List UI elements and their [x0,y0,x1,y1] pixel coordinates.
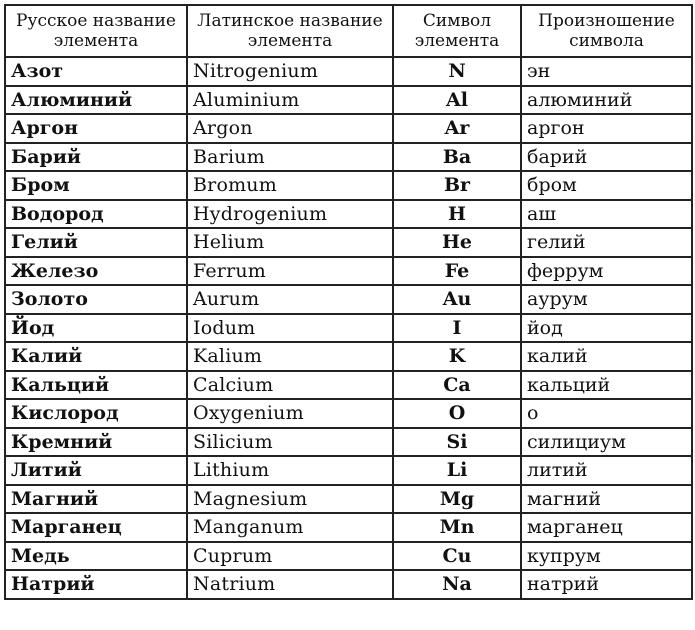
elements-table [4,4,693,600]
header-line: элемента [414,31,500,51]
latin-name-cell: Nitrogenium [187,57,393,86]
table-row [5,456,692,485]
russian-name-cell: Алюминий [5,86,187,115]
russian-name-cell: Бром [5,171,187,200]
table-row [5,314,692,343]
russian-name-cell: Азот [5,57,187,86]
table-row [5,257,692,286]
latin-name-cell: Ferrum [187,257,393,286]
latin-name-cell: Argon [187,114,393,143]
table-row [5,371,692,400]
symbol-cell: Mn [393,513,521,542]
russian-name-cell: Аргон [5,114,187,143]
table-header [5,5,692,57]
header-line: символа [569,31,644,51]
symbol-cell: K [393,342,521,371]
pronunciation-cell: аш [521,200,692,229]
symbol-cell: Au [393,285,521,314]
symbol-cell: Li [393,456,521,485]
russian-name-cell: Литий [5,456,187,485]
table-body [5,57,692,599]
pronunciation-cell: литий [521,456,692,485]
symbol-cell: Cu [393,542,521,571]
pronunciation-cell: бром [521,171,692,200]
header-line: Произношение [538,11,675,31]
russian-name-cell: Золото [5,285,187,314]
table-row [5,399,692,428]
russian-name-cell: Кальций [5,371,187,400]
header-latin-name [187,5,393,57]
pronunciation-cell: магний [521,485,692,514]
pronunciation-cell: натрий [521,570,692,599]
table-row [5,171,692,200]
pronunciation-cell: гелий [521,228,692,257]
russian-name-cell: Калий [5,342,187,371]
table-row [5,285,692,314]
latin-name-cell: Bromum [187,171,393,200]
russian-name-cell: Йод [5,314,187,343]
symbol-cell: Ba [393,143,521,172]
symbol-cell: Na [393,570,521,599]
russian-name-cell: Медь [5,542,187,571]
symbol-cell: Al [393,86,521,115]
symbol-cell: I [393,314,521,343]
russian-name-cell: Натрий [5,570,187,599]
symbol-cell: N [393,57,521,86]
latin-name-cell: Aurum [187,285,393,314]
russian-name-cell: Магний [5,485,187,514]
table-row [5,570,692,599]
russian-name-cell: Кремний [5,428,187,457]
table-row [5,57,692,86]
latin-name-cell: Silicium [187,428,393,457]
latin-name-cell: Natrium [187,570,393,599]
latin-name-cell: Helium [187,228,393,257]
table-row [5,114,692,143]
symbol-cell: Ca [393,371,521,400]
pronunciation-cell: феррум [521,257,692,286]
russian-name-cell: Кислород [5,399,187,428]
table-row [5,228,692,257]
table-row [5,513,692,542]
table-row [5,200,692,229]
symbol-cell: Mg [393,485,521,514]
pronunciation-cell: силициум [521,428,692,457]
latin-name-cell: Cuprum [187,542,393,571]
pronunciation-cell: аргон [521,114,692,143]
russian-name-cell: Барий [5,143,187,172]
latin-name-cell: Aluminium [187,86,393,115]
latin-name-cell: Magnesium [187,485,393,514]
pronunciation-cell: алюминий [521,86,692,115]
pronunciation-cell: барий [521,143,692,172]
pronunciation-cell: марганец [521,513,692,542]
latin-name-cell: Kalium [187,342,393,371]
header-pronunciation [521,5,692,57]
symbol-cell: Si [393,428,521,457]
symbol-cell: Fe [393,257,521,286]
latin-name-cell: Calcium [187,371,393,400]
pronunciation-cell: кальций [521,371,692,400]
header-line: элемента [53,31,139,51]
pronunciation-cell: аурум [521,285,692,314]
pronunciation-cell: купрум [521,542,692,571]
header-russian-name [5,5,187,57]
elements-table-container [4,4,691,600]
latin-name-cell: Barium [187,143,393,172]
latin-name-cell: Hydrogenium [187,200,393,229]
latin-name-cell: Manganum [187,513,393,542]
header-line: Символ [422,11,492,31]
header-line: Латинское название [197,11,383,31]
table-row [5,143,692,172]
symbol-cell: Ar [393,114,521,143]
header-line: элемента [247,31,333,51]
symbol-cell: H [393,200,521,229]
header-row [5,5,692,57]
symbol-cell: O [393,399,521,428]
table-row [5,485,692,514]
latin-name-cell: Lithium [187,456,393,485]
symbol-cell: Br [393,171,521,200]
header-symbol [393,5,521,57]
russian-name-cell: Железо [5,257,187,286]
latin-name-cell: Oxygenium [187,399,393,428]
header-line: Русское название [16,11,176,31]
pronunciation-cell: эн [521,57,692,86]
symbol-cell: He [393,228,521,257]
russian-name-cell: Водород [5,200,187,229]
russian-name-cell: Гелий [5,228,187,257]
table-row [5,86,692,115]
table-row [5,542,692,571]
pronunciation-cell: калий [521,342,692,371]
table-row [5,342,692,371]
table-row [5,428,692,457]
latin-name-cell: Iodum [187,314,393,343]
pronunciation-cell: о [521,399,692,428]
pronunciation-cell: йод [521,314,692,343]
russian-name-cell: Марганец [5,513,187,542]
